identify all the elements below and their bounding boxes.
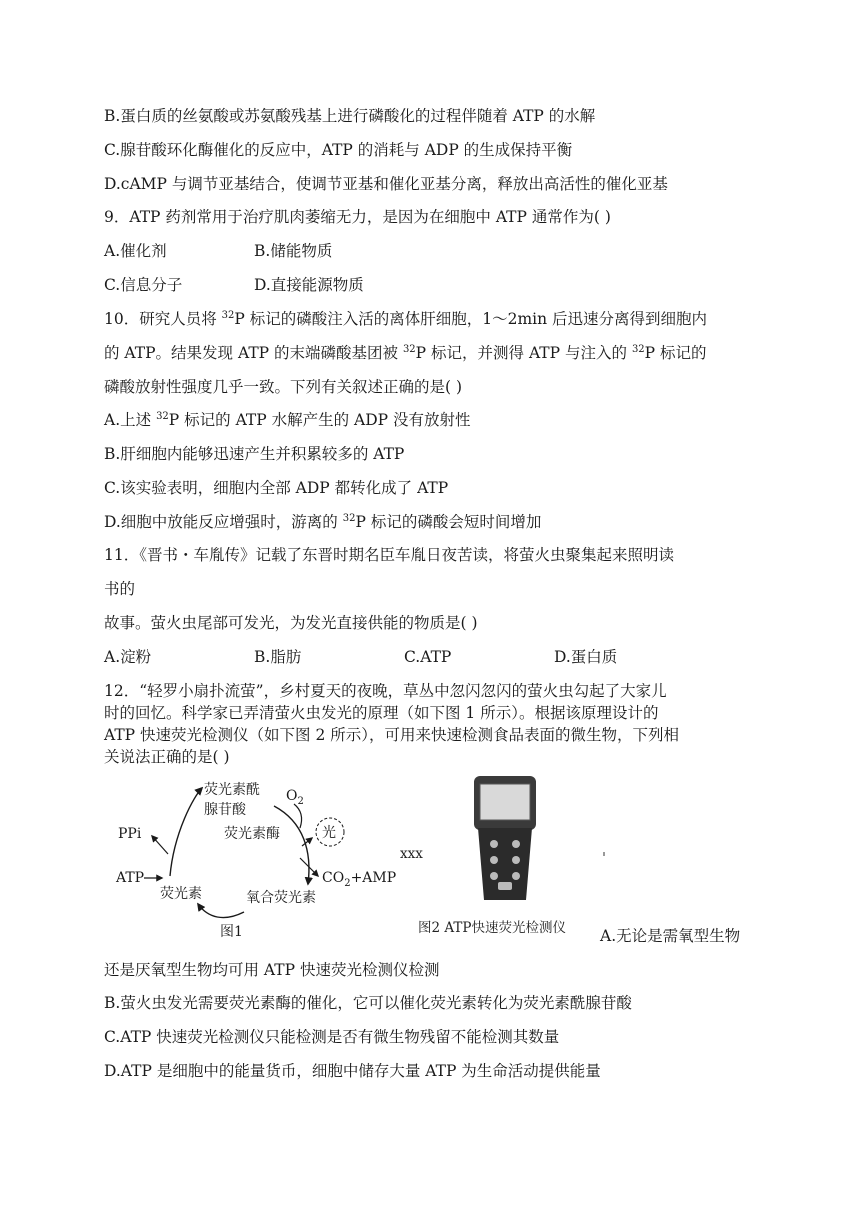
figure1-label-ppi: PPi [118, 826, 142, 842]
q12-option-c: C.ATP 快速荧光检测仪只能检测是否有微生物残留不能检测其数量 [104, 1028, 560, 1046]
figure2-caption: 图2 ATP快速荧光检测仪 [418, 920, 566, 936]
figure1-label-enzyme: 荧光素酶 [224, 826, 280, 842]
svg-text:光: 光 [322, 825, 336, 841]
arrow-ppi-out [152, 836, 168, 854]
q9-option-a: A.催化剂 [104, 242, 167, 260]
q11-option-d: D.蛋白质 [554, 648, 618, 666]
q12-stem-line4: 关说法正确的是( ) [104, 748, 230, 766]
figure1-label-oxyluciferin: 氧合荧光素 [246, 890, 316, 906]
q10-option-c: C.该实验表明，细胞内全部 ADP 都转化成了 ATP [104, 479, 449, 497]
q10-option-a: A.上述 $^{32}$P 标记的 ATP 水解产生的 ADP 没有放射性 [104, 411, 471, 429]
q8-option-c: C.腺苷酸环化酶催化的反应中，ATP 的消耗与 ADP 的生成保持平衡 [104, 141, 573, 159]
q12-option-a-line2: 还是厌氧型生物均可用 ATP 快速荧光检测仪检测 [104, 961, 440, 979]
q11-stem-line1: 11．《晋书・车胤传》记载了东晋时期名臣车胤日夜苦读，将萤火虫聚集起来照明读 [104, 546, 674, 564]
figure1-label-o2: $O_2$ [286, 788, 304, 807]
q12-stem-line1: 12．“轻罗小扇扑流萤”，乡村夏天的夜晚，草丛中忽闪忽闪的萤火虫勾起了大家儿 [104, 682, 667, 700]
q10-stem-line3: 磷酸放射性强度几乎一致。下列有关叙述正确的是( ) [104, 378, 463, 396]
atp-detector-device-icon [474, 776, 536, 900]
q9-option-c: C.信息分子 [104, 276, 183, 294]
figure1-label-luciferin: 荧光素 [160, 886, 202, 902]
q8-option-d: D.cAMP 与调节亚基结合，使调节亚基和催化亚基分离，释放出高活性的催化亚基 [104, 175, 668, 193]
q12-option-d: D.ATP 是细胞中的能量货币，细胞中储存大量 ATP 为生命活动提供能量 [104, 1062, 601, 1080]
q8-option-b: B.蛋白质的丝氨酸或苏氨酸残基上进行磷酸化的过程伴随着 ATP 的水解 [104, 107, 596, 125]
q12-option-a-line1: A.无论是需氧型生物 [600, 927, 741, 945]
q10-stem-line2: 的 ATP。结果发现 ATP 的末端磷酸基团被 $^{32}$P 标记，并测得 ATP 与注入的 $^{32}$P 标记的 [104, 344, 707, 362]
figure2-atp-detector [400, 772, 608, 948]
figure1-label-atp: ATP [116, 870, 145, 886]
figure1-caption: 图1 [220, 924, 243, 940]
arrow-oxy-to-luciferin [198, 904, 244, 918]
arrow-luciferin-to-adenylate [170, 788, 202, 876]
figure1-label-adenylate-2: 腺苷酸 [204, 802, 246, 818]
q10-stem-line1: 10．研究人员将 $^{32}$P 标记的磷酸注入活的离体肝细胞，1～2min 后迅速分离得到细胞内 [104, 310, 708, 328]
q9-option-b: B.储能物质 [254, 242, 333, 260]
figure2-mark: xxx [400, 846, 423, 862]
light-burst-icon [316, 818, 344, 846]
q9-option-d: D.直接能源物质 [254, 276, 364, 294]
q10-option-b: B.肝细胞内能够迅速产生并积累较多的 ATP [104, 445, 405, 463]
q11-stem-line3: 故事。萤火虫尾部可发光，为发光直接供能的物质是( ) [104, 614, 478, 632]
q9-stem: 9．ATP 药剂常用于治疗肌肉萎缩无力，是因为在细胞中 ATP 通常作为( ) [104, 208, 611, 226]
q12-stem-line2: 时的回忆。科学家已弄清萤火虫发光的原理（如下图 1 所示）。根据该原理设计的 [104, 704, 659, 722]
figure1-luciferase-cycle [104, 772, 404, 948]
q11-stem-line2: 书的 [104, 580, 136, 598]
q10-option-d: D.细胞中放能反应增强时，游离的 $^{32}$P 标记的磷酸会短时间增加 [104, 513, 542, 531]
q11-option-c: C.ATP [404, 648, 452, 666]
q12-option-b: B.萤火虫发光需要荧光素酶的催化，它可以催化荧光素转化为荧光素酰腺苷酸 [104, 994, 632, 1012]
figure1-label-adenylate-1: 荧光素酰 [204, 782, 260, 798]
figure1-label-co2-amp: $CO_2+AMP$ [322, 870, 397, 889]
q11-option-b: B.脂肪 [254, 648, 302, 666]
q11-option-a: A.淀粉 [104, 648, 152, 666]
q12-stem-line3: ATP 快速荧光检测仪（如下图 2 所示），可用来快速检测食品表面的微生物，下列相 [104, 726, 680, 744]
